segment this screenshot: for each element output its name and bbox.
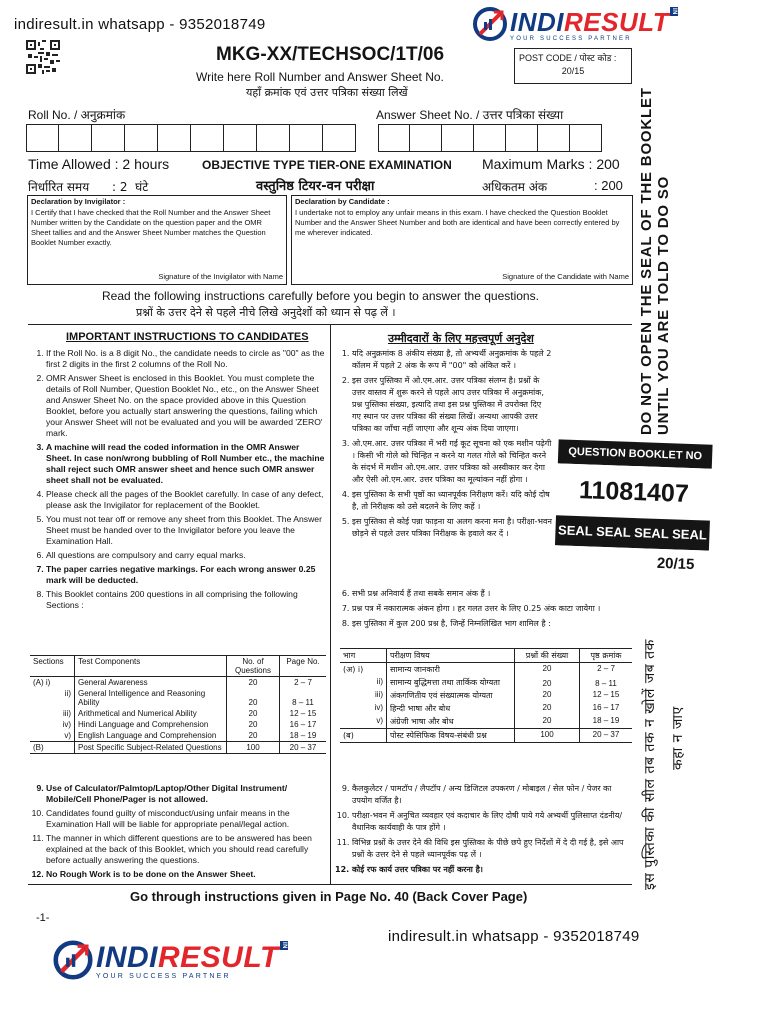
- table-cell: 20: [515, 676, 580, 689]
- invigilator-declaration-title: Declaration by Invigilator :: [31, 197, 126, 206]
- roll-digit-box[interactable]: [125, 124, 158, 152]
- watermark-bottom: indiresult.in whatsapp - 9352018749: [388, 928, 640, 945]
- table-cell: 8 – 11: [280, 688, 327, 708]
- instruction-en-item: 1. If the Roll No. is a 8 digit No., the candidate needs to circle as "00" as the first 2 digits in the first 2 columns of the Roll No.: [46, 348, 325, 370]
- question-booklet-seal: [553, 439, 712, 594]
- answer-sheet-label: Answer Sheet No. / उत्तर पत्रिका संख्या: [376, 108, 564, 122]
- table-cell: 12 – 15: [580, 689, 633, 702]
- post-code-label: POST CODE / पोस्ट कोड :: [519, 53, 617, 63]
- logo-word-result: RESULT: [158, 940, 279, 974]
- table-cell: पोस्ट स्पेसिफिक विषय-संबंधी प्रश्न: [387, 729, 515, 743]
- answer-digit-box[interactable]: [442, 124, 474, 152]
- answer-digit-box[interactable]: [474, 124, 506, 152]
- table-header: प्रश्नों की संख्या: [515, 649, 580, 663]
- invigilator-declaration-box: [27, 195, 287, 285]
- table-cell: English Language and Comprehension: [75, 730, 227, 742]
- max-marks-en: Maximum Marks : 200: [482, 156, 620, 172]
- table-cell: अंग्रेजी भाषा और बोध: [387, 715, 515, 729]
- instruction-en-item: 12. No Rough Work is to be done on the Answer Sheet.: [46, 869, 325, 880]
- table-cell: iv): [62, 720, 71, 729]
- logo-suffix: IN: [280, 941, 287, 949]
- booklet-seal-strip: SEAL SEAL SEAL SEAL: [555, 515, 710, 550]
- answer-sheet-boxes[interactable]: [378, 124, 602, 152]
- answer-digit-box[interactable]: [378, 124, 410, 152]
- table-cell: 18 – 19: [580, 715, 633, 729]
- table-row: [340, 715, 632, 729]
- table-cell: 20: [227, 708, 280, 719]
- answer-digit-box[interactable]: [506, 124, 538, 152]
- post-code-box: [514, 48, 632, 84]
- logo-tagline: YOUR SUCCESS PARTNER: [510, 35, 632, 42]
- instruction-en-item: 7. The paper carries negative markings. For each wrong answer 0.25 mark will be deducted.: [46, 564, 325, 586]
- answer-digit-box[interactable]: [410, 124, 442, 152]
- instruction-hi-item: 6. सभी प्रश्न अनिवार्य हैं तथा सबके समान अंक हैं ।: [352, 588, 634, 600]
- table-row: [340, 729, 632, 743]
- instruction-en-item: 2. OMR Answer Sheet is enclosed in this Booklet. You must complete the details of Roll Number, Question Booklet No., etc., on the Answer Sheet and Answer Sheet No. on the space provided above in this Question Booklet, before you actually start answering the questions, failing which your Answer Sheet will not be evaluated and you will be awarded 'ZERO' mark.: [46, 373, 325, 439]
- read-notice-hi: प्रश्नों के उत्तर देने से पहले नीचे लिखे अनुदेशों को ध्यान से पढ़ लें ।: [136, 306, 396, 319]
- exam-title-hi: वस्तुनिष्ठ टियर-वन परीक्षा: [256, 179, 375, 194]
- roll-digit-box[interactable]: [92, 124, 125, 152]
- table-cell: 20: [515, 702, 580, 715]
- table-cell: सामान्य बुद्धिमत्ता तथा तार्किक योग्यता: [387, 676, 515, 689]
- table-header: Page No.: [280, 656, 327, 677]
- write-instruction-hi: यहाँ क्रमांक एवं उत्तर पत्रिका संख्या लिखें: [246, 86, 408, 99]
- roll-digit-box[interactable]: [323, 124, 356, 152]
- instructions-en-heading: IMPORTANT INSTRUCTIONS TO CANDIDATES: [66, 331, 309, 343]
- candidate-declaration-title: Declaration by Candidate :: [295, 197, 390, 206]
- logo-word-result: RESULT: [564, 6, 670, 37]
- page-number: -1-: [36, 912, 50, 924]
- logo-emblem-icon: [470, 4, 510, 44]
- roll-digit-box[interactable]: [26, 124, 59, 152]
- table-cell: सामान्य जानकारी: [387, 663, 515, 677]
- instruction-hi-item: 4. इस पुस्तिका के सभी पृष्ठों का ध्यानपूर्वक निरीक्षण करें। यदि कोई दोष है, तो निरीक्षक को उसे बदलने के लिए कहें ।: [352, 489, 552, 513]
- instruction-en-item: 4. Please check all the pages of the Booklet carefully. In case of any defect, please ask the Invigilator for replacement of the Booklet.: [46, 489, 325, 511]
- instruction-hi-item: 11. विभिन्न प्रश्नों के उत्तर देने की विधि इस पुस्तिका के पीछे छपे हुए निर्देशों में दे दी गई है, इसे आप प्रश्नों के उत्तर देने से पहले ध्यानपूर्वक पढ़ लें ।: [352, 837, 630, 861]
- read-notice-en: Read the following instructions carefully before you begin to answer the questions.: [102, 289, 539, 303]
- sections-table-hi: [340, 648, 632, 743]
- table-cell: iii): [63, 709, 71, 718]
- table-row: [340, 702, 632, 715]
- table-cell: 20: [515, 715, 580, 729]
- instruction-hi-item: 3. ओ.एम.आर. उत्तर पत्रिका में भरी गई कूट सूचना को एक मशीन पढ़ेगी । किसी भी गोले को चिन्हित न करने या गलत गोले को चिन्हित करने के संदर्भ में मशीन ओ.एम.आर. उत्तर पत्रिका को अस्वीकार कर देगा और ऐसी ओ.एम.आर. उत्तर पत्रिका का मूल्यांकन नहीं होगा ।: [352, 438, 552, 486]
- booklet-label: QUESTION BOOKLET NO: [558, 439, 713, 468]
- instruction-hi-item: 7. प्रश्न पत्र में नकारात्मक अंकन होगा । हर गलत उत्तर के लिए 0.25 अंक काटा जायेगा ।: [352, 603, 634, 615]
- write-instruction-en: Write here Roll Number and Answer Sheet No.: [196, 70, 444, 84]
- roll-digit-box[interactable]: [224, 124, 257, 152]
- table-cell: iii): [375, 690, 383, 699]
- table-cell: (A) i): [33, 678, 51, 687]
- instruction-hi-item: 10. परीक्षा-भवन में अनुचित व्यवहार एवं कदाचार के लिए दोषी पाये गये अभ्यर्थी पुलिसाप्त दंडनीय/वैधानिक कार्यवाही के पात्र होंगे ।: [352, 810, 630, 834]
- table-cell: 20 – 37: [580, 729, 633, 743]
- table-cell: 20: [227, 730, 280, 742]
- table-header: No. of Questions: [227, 656, 280, 677]
- max-marks-hi: अधिकतम अंक: [482, 180, 548, 194]
- side-warning-hi-line1: इस पुस्तिका की सील तब तक न खोलें जब तक: [642, 639, 658, 890]
- logo-suffix: IN: [671, 7, 678, 15]
- logo-emblem-icon: [50, 937, 96, 983]
- side-warning-hi-line2: कहा न जाए: [670, 706, 686, 770]
- table-cell: 20 – 37: [280, 742, 327, 754]
- table-cell: 20: [227, 719, 280, 730]
- brand-logo-bottom: [50, 937, 288, 983]
- table-cell: 16 – 17: [280, 719, 327, 730]
- table-cell: 2 – 7: [580, 663, 633, 677]
- answer-digit-box[interactable]: [538, 124, 570, 152]
- instructions-en-list-after: [20, 783, 325, 883]
- logo-tagline: YOUR SUCCESS PARTNER: [96, 972, 231, 980]
- table-row: [340, 663, 632, 677]
- instruction-hi-item: 9. कैलकुलेटर / पामटॉप / लैपटॉप / अन्य डिजिटल उपकरण / मोबाइल / सेल फोन / पेजर का उपयोग वर्जित है।: [352, 783, 630, 807]
- table-cell: 100: [227, 742, 280, 754]
- column-divider: [330, 324, 331, 884]
- table-cell: Hindi Language and Comprehension: [75, 719, 227, 730]
- table-cell: (B): [33, 743, 44, 752]
- table-row: [30, 742, 326, 754]
- table-cell: 18 – 19: [280, 730, 327, 742]
- table-row: [30, 677, 326, 689]
- roll-digit-box[interactable]: [158, 124, 191, 152]
- table-header: भाग: [343, 651, 356, 660]
- table-cell: (अ) i): [343, 665, 364, 674]
- side-warning-en: DO NOT OPEN THE SEAL OF THE BOOKLET UNTIL YOU ARE TOLD TO DO SO: [638, 87, 672, 435]
- table-cell: Post Specific Subject-Related Questions: [75, 742, 227, 754]
- instructions-hi-heading: उम्मीदवारों के लिए महत्त्वपूर्ण अनुदेश: [388, 332, 534, 345]
- table-cell: 16 – 17: [580, 702, 633, 715]
- table-cell: 2 – 7: [280, 677, 327, 689]
- table-cell: अंकगणितीय एवं संख्यात्मक योग्यता: [387, 689, 515, 702]
- table-cell: Arithmetical and Numerical Ability: [75, 708, 227, 719]
- qr-code-icon: [26, 40, 60, 74]
- instruction-en-item: 6. All questions are compulsory and carry equal marks.: [46, 550, 325, 561]
- footer-divider: [28, 884, 632, 885]
- brand-logo-top: [470, 4, 678, 44]
- sections-table-en: [30, 655, 326, 754]
- candidate-declaration-text: I undertake not to employ any unfair means in this exam. I have checked the Question Booklet Number and the Answer Sheet Number and both are identical and have been correctly entered by me wherever indicated.: [295, 208, 620, 237]
- instruction-en-item: 9. Use of Calculator/Palmtop/Laptop/Other Digital Instrument/ Mobile/Cell Phone/Pager is not allowed.: [46, 783, 325, 805]
- table-cell: 20: [515, 663, 580, 677]
- table-cell: 20: [227, 688, 280, 708]
- booklet-code: MKG-XX/TECHSOC/1T/06: [216, 44, 445, 65]
- table-row: [340, 689, 632, 702]
- booklet-number: 11081407: [556, 463, 712, 520]
- table-cell: General Awareness: [75, 677, 227, 689]
- max-marks-hi-value: : 200: [594, 178, 623, 193]
- invigilator-signature-label: Signature of the Invigilator with Name: [158, 272, 283, 281]
- table-row: [30, 688, 326, 708]
- roll-digit-box[interactable]: [191, 124, 224, 152]
- roll-number-boxes[interactable]: [26, 124, 356, 152]
- instruction-en-item: 11. The manner in which different questions are to be answered has been explained at the back of this Booklet, which you should read carefully before actually answering the questions.: [46, 833, 325, 866]
- time-allowed-hi: निर्धारित समय : 2 घंटे: [28, 180, 149, 194]
- candidate-signature-label: Signature of the Candidate with Name: [502, 272, 629, 281]
- instruction-en-item: 8. This Booklet contains 200 questions in all comprising the following Sections :: [46, 589, 325, 611]
- instruction-en-item: 5. You must not tear off or remove any sheet from this Booklet. The Answer Sheet must be handed over to the Invigilator before you leave the Examination Hall.: [46, 514, 325, 547]
- logo-word-indi: INDI: [510, 6, 564, 37]
- table-cell: हिन्दी भाषा और बोध: [387, 702, 515, 715]
- post-code-value: 20/15: [561, 66, 585, 76]
- instructions-en-list: [20, 348, 325, 614]
- instruction-hi-item: 8. इस पुस्तिका में कुल 200 प्रश्न है, जिन्हें निम्नलिखित भाग शामिल है :: [352, 618, 634, 630]
- logo-word-indi: INDI: [96, 940, 158, 974]
- instruction-hi-item: 1. यदि अनुक्रमांक 8 अंकीय संख्या है, तो अभ्यर्थी अनुक्रमांक के पहले 2 कॉलम में पहले 2 अंक के रूप में "00" को अंकित करें ।: [352, 348, 552, 372]
- table-cell: 12 – 15: [280, 708, 327, 719]
- table-header: Test Components: [75, 656, 227, 677]
- roll-digit-box[interactable]: [257, 124, 290, 152]
- roll-digit-box[interactable]: [59, 124, 92, 152]
- invigilator-declaration-text: I Certify that I have checked that the Roll Number and the Answer Sheet Number written by the Candidate on the question paper and the OMR Sheet tallies and and the Answer Sheet Number matches the Question Booklet Number exactly.: [31, 208, 271, 247]
- roll-digit-box[interactable]: [290, 124, 323, 152]
- booklet-code: 20/15: [554, 545, 709, 580]
- table-header: परीक्षण विषय: [387, 649, 515, 663]
- instruction-hi-item: 5. इस पुस्तिका से कोई पन्ना फाड़ना या अलग करना मना है। परीक्षा-भवन छोड़ने से पहले उत्तर पत्रिका निरीक्षक के हवाले कर दें ।: [352, 516, 552, 540]
- instructions-hi-list-part2: [334, 588, 634, 633]
- go-through-note: Go through instructions given in Page No. 40 (Back Cover Page): [130, 889, 528, 904]
- table-cell: 20: [227, 677, 280, 689]
- table-cell: v): [64, 731, 71, 740]
- table-row: [30, 730, 326, 742]
- instructions-hi-list-part1: [334, 348, 552, 543]
- table-cell: General Intelligence and Reasoning Ability: [75, 688, 227, 708]
- table-cell: ii): [64, 689, 71, 698]
- roll-no-label: Roll No. / अनुक्रमांक: [28, 108, 126, 122]
- table-row: [30, 719, 326, 730]
- instruction-hi-item: 2. इस उत्तर पुस्तिका में ओ.एम.आर. उत्तर पत्रिका संलग्न है। प्रश्नों के उत्तर वास्तव में शुरू करने से पहले आप उत्तर पत्रिका में अनुक्रमांक, प्रश्न पुस्तिका संख्या, इत्यादि तथा इस प्रश्न पुस्तिका में उपरोक्त दिए गए स्थान पर उत्तर पत्रिका की संख्या लिखें। अन्यथा आपकी उत्तर पत्रिका का जाँचा नहीं जाएगा और शून्य अंक दिया जाएगा।: [352, 375, 552, 435]
- candidate-declaration-box: [291, 195, 633, 285]
- table-cell: (ब): [343, 731, 354, 740]
- watermark-top: indiresult.in whatsapp - 9352018749: [14, 16, 266, 33]
- exam-title-en: OBJECTIVE TYPE TIER-ONE EXAMINATION: [202, 158, 452, 172]
- instruction-en-item: 3. A machine will read the coded information in the OMR Answer Sheet. In case non/wrong bubbling of Roll Number etc., the machine shall reject such OMR answer sheet and hence such OMR answer sheet shall not be evaluated.: [46, 442, 325, 486]
- instructions-hi-list-after: [334, 783, 630, 879]
- time-allowed-en: Time Allowed : 2 hours: [28, 156, 170, 172]
- table-row: [30, 708, 326, 719]
- table-cell: iv): [374, 703, 383, 712]
- table-header: Sections: [33, 657, 64, 666]
- table-cell: 8 – 11: [580, 676, 633, 689]
- table-cell: 100: [515, 729, 580, 743]
- table-cell: 20: [515, 689, 580, 702]
- table-cell: ii): [376, 677, 383, 686]
- answer-digit-box[interactable]: [570, 124, 602, 152]
- table-cell: v): [376, 716, 383, 725]
- table-row: [340, 676, 632, 689]
- table-header: पृष्ठ क्रमांक: [580, 649, 633, 663]
- instruction-hi-item: 12. कोई रफ कार्य उत्तर पत्रिका पर नहीं करना है।: [352, 864, 630, 876]
- instruction-en-item: 10. Candidates found guilty of misconduct/using unfair means in the Examination Hall will be liable for appropriate penal/legal action.: [46, 808, 325, 830]
